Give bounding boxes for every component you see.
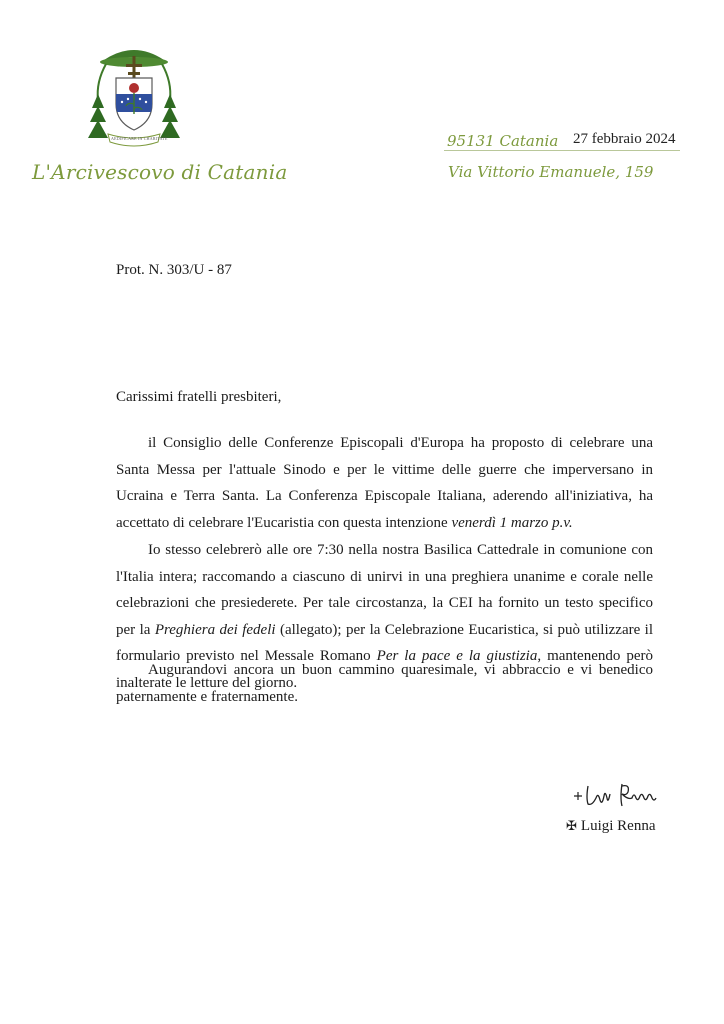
- paragraph-2-part3: , mantenendo però inalterate le letture del giorno.: [116, 648, 654, 691]
- paragraph-2-part1: Io stesso celebrerò alle ore 7:30 nella nostra Basilica Cattedrale in comunione con l'Italia intera; raccomando a ciascuno di unirvi in una preghiera unanime e corale nelle celebrazioni che presiederete. Per tale circostanza, la CEI ha fornito un testo specifico per la: [116, 542, 653, 638]
- handwritten-signature: [570, 778, 660, 812]
- salutation: Carissimi fratelli presbiteri,: [116, 389, 282, 405]
- paragraph-1: [116, 430, 653, 536]
- paragraph-1-date: venerdì 1 marzo p.v.: [451, 514, 573, 531]
- paragraph-3: [116, 657, 653, 710]
- letter-date: 27 febbraio 2024: [573, 131, 676, 147]
- episcopal-cross-icon: ✠: [566, 818, 577, 833]
- paragraph-2-part2: (allegato); per la Celebrazione Eucaristica, si può utilizzare il formulario previsto nel Messale Romano: [116, 621, 653, 664]
- paragraph-2-italic2: Per la pace e la giustizia: [376, 648, 538, 664]
- signer-name: [566, 818, 655, 835]
- motto-text: AEDIFICARE IN CHARITATE: [111, 136, 168, 141]
- paragraph-3-text: Augurandovi ancora un buon cammino quaresimale, vi abbraccio e vi benedico paternamente e fraternamente.: [116, 662, 653, 705]
- paragraph-2-italic1: Preghiera dei fedeli: [154, 621, 276, 638]
- protocol-number: Prot. N. 303/U - 87: [116, 262, 232, 278]
- letterhead-city: 95131 Catania: [447, 132, 559, 150]
- paragraph-1-text: il Consiglio delle Conferenze Episcopali d'Europa ha proposto di celebrare una Santa Messa per l'attuale Sinodo e per le vittime delle guerre che imperversano in Ucraina e Terra Santa. La Conferenza Episcopale Italiana, aderendo all'iniziativa, ha accettato di celebrare l'Eucaristia con questa intenzione: [116, 435, 653, 531]
- signer-name-text: Luigi Renna: [580, 818, 656, 834]
- letterhead-title: L'Arcivescovo di Catania: [32, 160, 288, 184]
- address-divider: [444, 150, 680, 151]
- letterhead-street: Via Vittorio Emanuele, 159: [448, 163, 654, 181]
